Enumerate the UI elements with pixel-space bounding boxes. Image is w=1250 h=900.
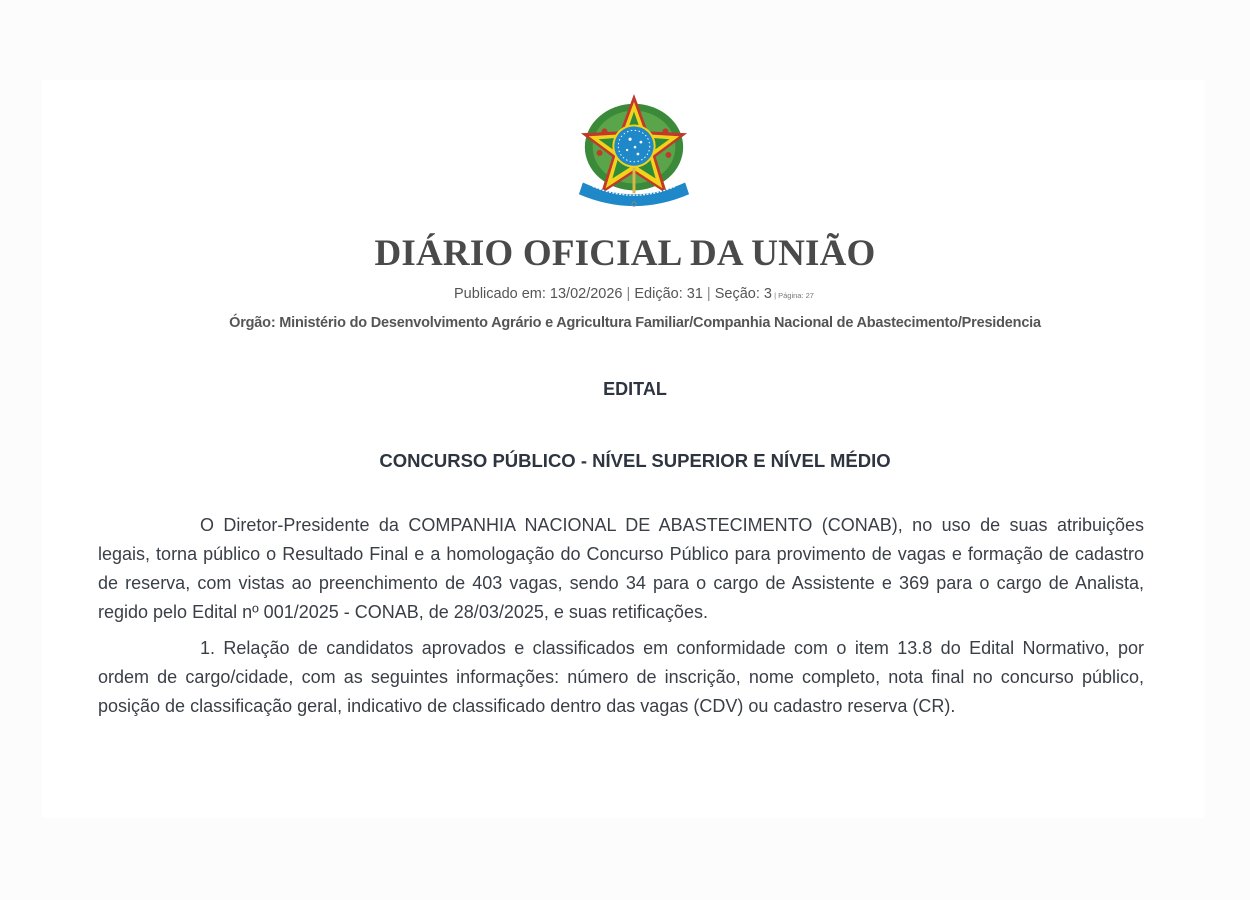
- page-number: Página: 27: [778, 291, 814, 300]
- issuing-organ: Órgão: Ministério do Desenvolvimento Agrário e Agricultura Familiar/Companhia Nacional de Abastecimento/Presidencia: [229, 315, 1041, 331]
- separator: |: [626, 286, 631, 302]
- section-number: Seção: 3: [714, 286, 772, 302]
- edition-number: Edição: 31: [634, 286, 703, 302]
- separator: |: [771, 291, 779, 300]
- published-date: Publicado em: 13/02/2026: [454, 286, 623, 302]
- paragraph-intro: O Diretor-Presidente da COMPANHIA NACIONAL DE ABASTECIMENTO (CONAB), no uso de suas atribuições legais, torna público o Resultado Final e a homologação do Concurso Público para provimento de vagas e formação de cadastro de reserva, com vistas ao preenchimento de 403 vagas, sendo 34 para o cargo de Assistente e 369 para o cargo de Analista, regido pelo Edital nº 001/2025 - CONAB, de 28/03/2025, e suas retificações.: [98, 515, 1144, 622]
- publication-info: [0, 286, 1250, 302]
- publication-title: DIÁRIO OFICIAL DA UNIÃO: [374, 233, 876, 274]
- separator: |: [706, 286, 711, 302]
- document-type-heading: EDITAL: [603, 379, 667, 399]
- document-body: [98, 511, 1144, 728]
- paragraph-item-1: 1. Relação de candidatos aprovados e classificados em conformidade com o item 13.8 do Edital Normativo, por ordem de cargo/cidade, com as seguintes informações: número de inscrição, nome completo, nota final no concurso público, posição de classificação geral, indicativo de classificado dentro das vagas (CDV) ou cadastro reserva (CR).: [98, 638, 1144, 716]
- brazil-coat-of-arms-icon: [575, 92, 693, 210]
- document-subject-heading: CONCURSO PÚBLICO - NÍVEL SUPERIOR E NÍVEL MÉDIO: [379, 450, 891, 471]
